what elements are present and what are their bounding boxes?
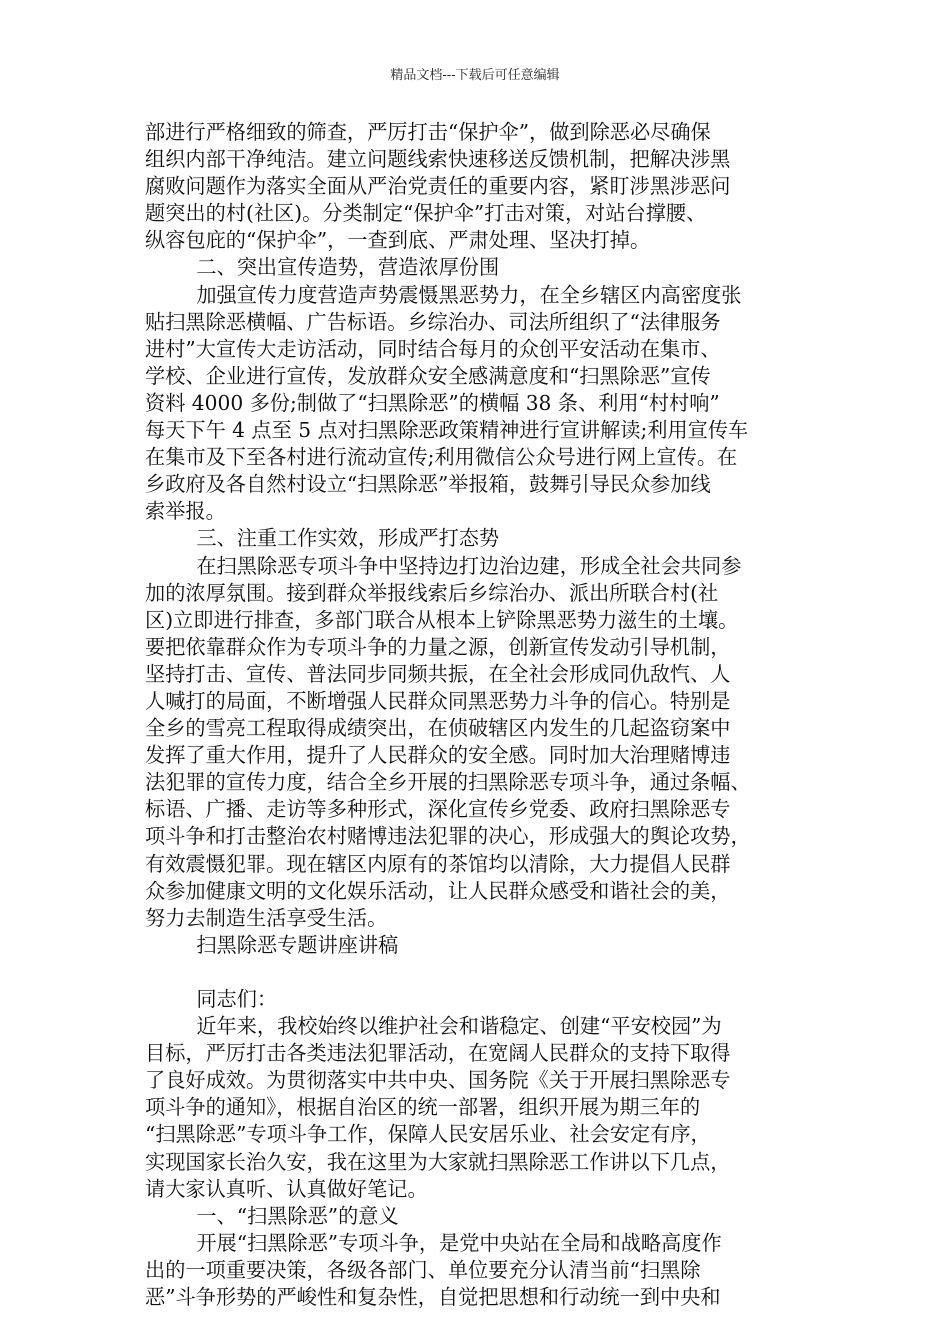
text-line: 标语、广播、走访等多种形式，深化宣传乡党委、政府扫黑除恶专 xyxy=(145,797,731,822)
text-line: 目标，严厉打击各类违法犯罪活动，在宽阔人民群众的支持下取得 xyxy=(145,1041,731,1066)
text-line: 纵容包庇的“保护伞”，一查到底、严肃处理、坚决打掉。 xyxy=(145,228,651,253)
text-line: 乡政府及各自然村设立“扫黑除恶”举报箱，鼓舞引导民众参加线 xyxy=(145,472,711,497)
text-line: 实现国家长治久安，我在这里为大家就扫黑除恶工作讲以下几点， xyxy=(145,1149,731,1174)
text-line: “扫黑除恶”专项斗争工作，保障人民安居乐业、社会安定有序， xyxy=(145,1122,711,1147)
text-line: 加强宣传力度营造声势震慑黑恶势力，在全乡辖区内高密度张 xyxy=(145,282,742,307)
text-line: 三、注重工作实效，形成严打态势 xyxy=(145,526,500,551)
text-line: 进村”大宣传大走访活动，同时结合每月的众创平安活动在集市、 xyxy=(145,336,721,361)
text-line: 贴扫黑除恶横幅、广告标语。乡综治办、司法所组织了“法律服务 xyxy=(145,309,721,334)
text-line: 学校、企业进行宣传，发放群众安全感满意度和“扫黑除恶”宣传 xyxy=(145,363,711,388)
text-line: 请大家认真听、认真做好笔记。 xyxy=(145,1176,428,1201)
text-line: 二、突出宣传造势，营造浓厚份围 xyxy=(145,255,500,280)
text-line xyxy=(145,959,817,986)
text-line: 恶”斗争形势的严峻性和复杂性，自觉把思想和行动统一到中央和 xyxy=(145,1285,721,1310)
text-line: 项斗争和打击整治农村赌博违法犯罪的决心，形成强大的舆论攻势， xyxy=(145,824,751,849)
text-line: 索举报。 xyxy=(145,499,226,524)
text-line: 在集市及下至各村进行流动宣传;利用微信公众号进行网上宣传。在 xyxy=(145,445,738,470)
text-line: 要把依靠群众作为专项斗争的力量之源，创新宣传发动引导机制， xyxy=(145,634,731,659)
text-line: 一、“扫黑除恶”的意义 xyxy=(145,1203,399,1228)
text-line: 全乡的雪亮工程取得成绩突出，在侦破辖区内发生的几起盗窃案中 xyxy=(145,716,731,741)
text-line: 题突出的村(社区)。分类制定“保护伞”打击对策，对站台撑腰、 xyxy=(145,201,707,226)
text-line: 众参加健康文明的文化娱乐活动，让人民群众感受和谐社会的美， xyxy=(145,878,731,903)
text-line: 项斗争的通知》，根据自治区的统一部署，组织开展为期三年的 xyxy=(145,1095,701,1120)
text-line: 腐败问题作为落实全面从严治党责任的重要内容，紧盯涉黑涉恶问 xyxy=(145,174,731,199)
text-line: 资料 4000 多份;制做了“扫黑除恶”的横幅 38 条、利用“村村响” xyxy=(145,390,720,415)
text-line: 了良好成效。为贯彻落实中共中央、国务院《关于开展扫黑除恶专 xyxy=(145,1068,731,1093)
text-line: 区)立即进行排查，多部门联合从根本上铲除黑恶势力滋生的土壤。 xyxy=(145,607,739,632)
text-line: 法犯罪的宣传力度，结合全乡开展的扫黑除恶专项斗争，通过条幅、 xyxy=(145,770,751,795)
text-line: 出的一项重要决策，各级各部门、单位要充分认清当前“扫黑除 xyxy=(145,1257,701,1282)
text-line: 部进行严格细致的筛查，严厉打击“保护伞”，做到除恶必尽确保 xyxy=(145,120,711,144)
text-line: 坚持打击、宣传、普法同步同频共振，在全社会形成同仇敌忾、人 xyxy=(145,661,731,686)
text-line: 开展“扫黑除恶”专项斗争，是党中央站在全局和战略高度作 xyxy=(145,1230,722,1255)
text-line: 同志们： xyxy=(145,987,278,1011)
text-line: 加的浓厚氛围。接到群众举报线索后乡综治办、派出所联合村(社 xyxy=(145,580,719,605)
text-line: 组织内部干净纯洁。建立问题线索快速移送反馈机制，把解决涉黑 xyxy=(145,147,731,172)
text-line: 有效震慑犯罪。现在辖区内原有的茶馆均以清除，大力提倡人民群 xyxy=(145,851,731,876)
text-line: 扫黑除恶专题讲座讲稿 xyxy=(145,932,399,957)
text-line: 努力去制造生活享受生活。 xyxy=(145,905,388,930)
text-line: 人喊打的局面，不断增强人民群众同黑恶势力斗争的信心。特别是 xyxy=(145,688,731,713)
document-body xyxy=(145,119,817,1311)
text-line: 在扫黑除恶专项斗争中坚持边打边治边建，形成全社会共同参 xyxy=(145,553,742,578)
text-line: 近年来，我校始终以维护社会和谐稳定、创建“平安校园”为 xyxy=(145,1014,722,1039)
text-line: 发挥了重大作用，提升了人民群众的安全感。同时加大治理赌博违 xyxy=(145,743,731,768)
page-header: 精品文档---下载后可任意编辑 xyxy=(390,68,560,83)
text-line: 每天下午 4 点至 5 点对扫黑除恶政策精神进行宣讲解读;利用宣传车 xyxy=(145,418,749,443)
